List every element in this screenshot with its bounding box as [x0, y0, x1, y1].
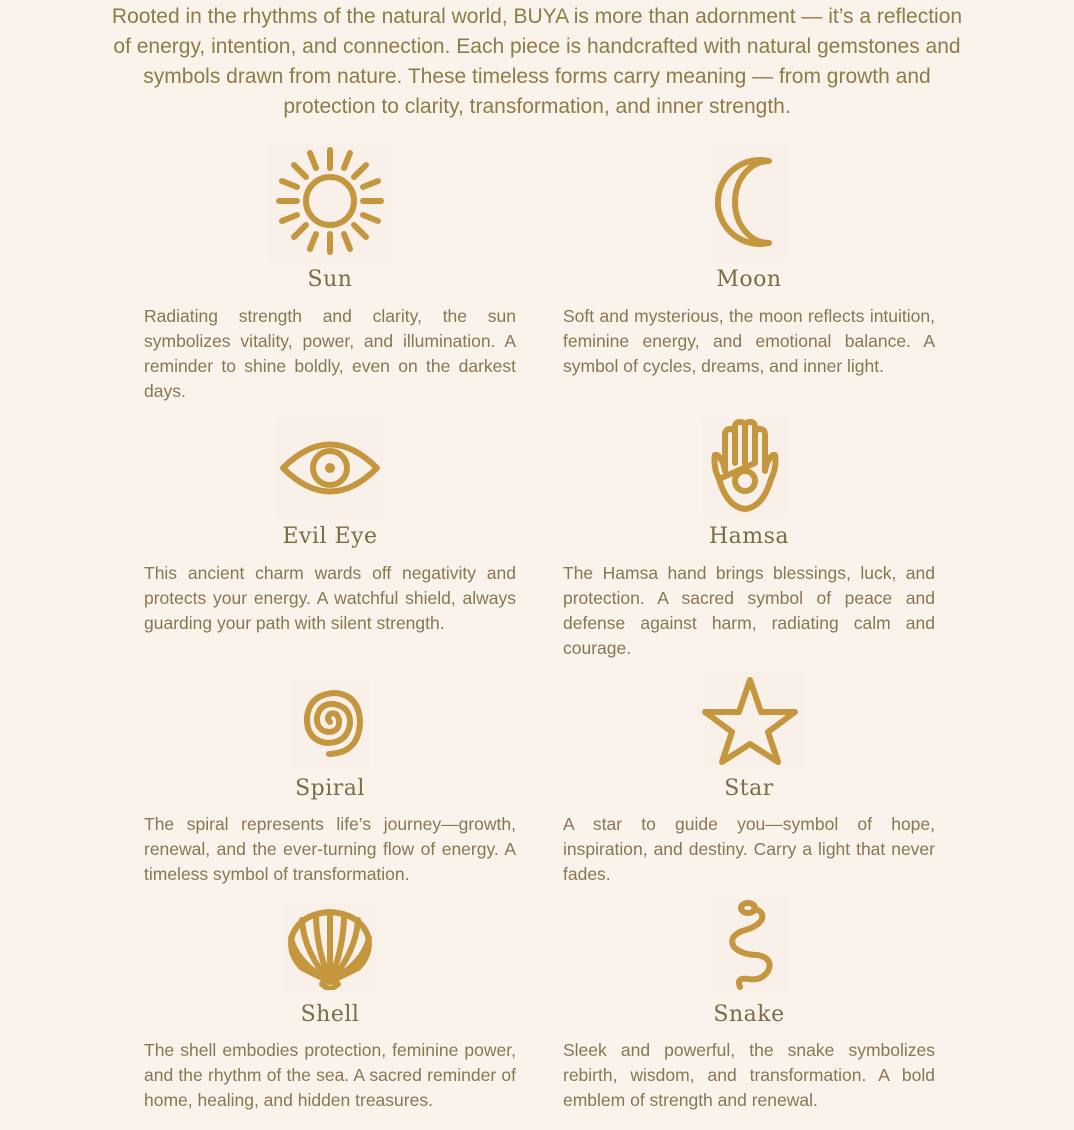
symbol-description: Sleek and powerful, the snake symbolizes rebirth, wisdom, and transformation. A bold emblem of strength and renewal. — [563, 1040, 935, 1110]
symbol-description: The Hamsa hand brings blessings, luck, and protection. A sacred symbol of peace and defense against harm, radiating calm and courage. — [563, 563, 935, 658]
sun-icon — [267, 142, 393, 260]
symbol-description: Soft and mysterious, the moon reflects intuition, feminine energy, and emotional balance. A symbol of cycles, dreams, and inner light. — [563, 306, 935, 376]
symbol-title: Spiral — [295, 776, 365, 801]
symbol-title: Evil Eye — [282, 524, 378, 549]
symbol-title: Sun — [307, 267, 353, 292]
star-icon — [697, 672, 803, 768]
symbol-description: The shell embodies protection, feminine power, and the rhythm of the sea. A sacred reminder of home, healing, and hidden treasures. — [144, 1040, 516, 1110]
symbol-title: Moon — [716, 267, 782, 292]
scallop-shell-icon — [284, 902, 376, 994]
symbol-title: Star — [724, 776, 774, 801]
symbol-title: Shell — [300, 1002, 360, 1027]
spiral-icon — [290, 680, 370, 768]
snake-icon — [712, 898, 788, 994]
hamsa-hand-icon — [702, 418, 788, 516]
symbol-description: Radiating strength and clarity, the sun symbolizes vitality, power, and illumination. A reminder to shine boldly, even on the darkest days. — [144, 306, 516, 401]
symbol-title: Snake — [713, 1002, 785, 1027]
symbol-description: The spiral represents life’s journey—growth, renewal, and the ever-turning flow of energy. A timeless symbol of transformation. — [144, 814, 516, 884]
intro-paragraph: Rooted in the rhythms of the natural world, BUYA is more than adornment — it’s a reflection of energy, intention, and connection. Each piece is handcrafted with natural gemstones and symbols drawn from nature. These timeless forms carry meaning — from growth and protection to clarity, transformation, and inner strength. — [111, 5, 963, 118]
crescent-moon-icon — [712, 142, 788, 260]
symbol-description: This ancient charm wards off negativity and protects your energy. A watchful shield, always guarding your path with silent strength. — [144, 563, 516, 633]
evil-eye-icon — [275, 420, 385, 516]
symbol-description: A star to guide you—symbol of hope, inspiration, and destiny. Carry a light that never fades. — [563, 814, 935, 884]
symbol-title: Hamsa — [708, 524, 790, 549]
